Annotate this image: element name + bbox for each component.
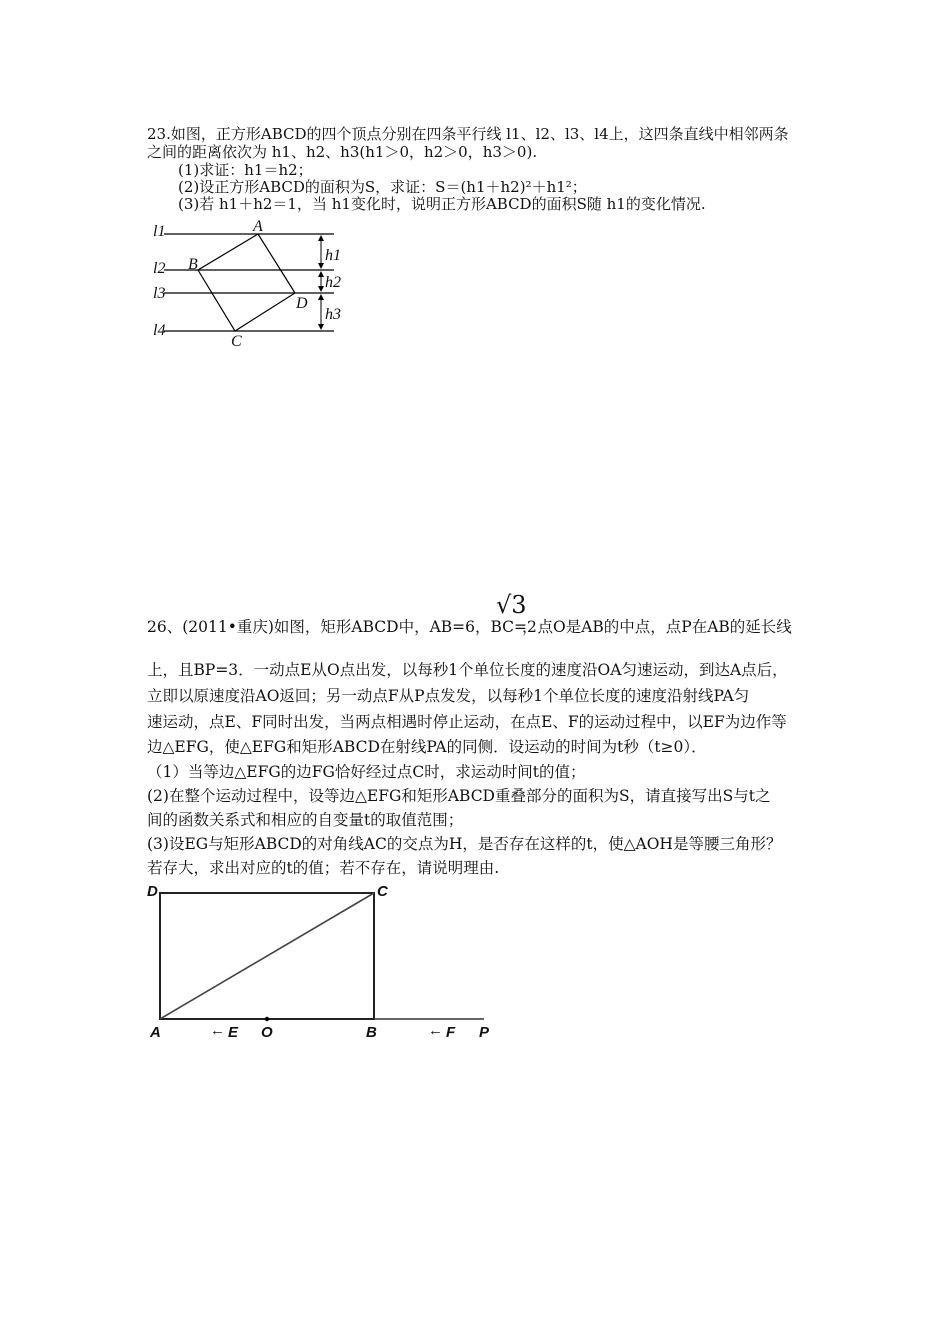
- sqrt-three: √3: [496, 591, 527, 619]
- p23-question-1: (1)求证：h1＝h2；: [178, 161, 313, 179]
- label-l1: l1: [153, 223, 166, 240]
- vertex-c: C: [231, 333, 242, 350]
- p26-question-3a: (3)设EG与矩形ABCD的对角线AC的交点为H，是否存在这样的t，使△AOH是等腰三角形？: [147, 835, 782, 853]
- arrow-e: ←: [210, 1022, 225, 1039]
- vertex-a: A: [253, 218, 263, 235]
- p23-line1: 23.如图，正方形ABCD的四个顶点分别在四条平行线 l1、l2、l3、l4上，这四条直线中相邻两条: [147, 125, 789, 143]
- arrow-h1-bottom: [318, 263, 324, 269]
- label-h3: h3: [325, 306, 341, 323]
- p26-question-2b: 间的函数关系式和相应的自变量t的取值范围；: [147, 811, 464, 829]
- arrow-h2-bottom: [318, 286, 324, 292]
- label-o: O: [261, 1024, 273, 1041]
- arrow-f: ←: [428, 1022, 443, 1039]
- point-o: [265, 1017, 269, 1021]
- label-l2: l2: [153, 260, 166, 277]
- label-a: A: [150, 1024, 161, 1041]
- label-d: D: [147, 883, 158, 900]
- p23-question-2: (2)设正方形ABCD的面积为S，求证：S＝(h1＋h2)²＋h1²；: [178, 178, 587, 196]
- vertex-b: B: [188, 256, 198, 273]
- label-c: C: [377, 883, 388, 900]
- label-b: B: [366, 1024, 377, 1041]
- arrow-h3-top: [318, 294, 324, 300]
- p26-line1-pre: 26、(2011•重庆)如图，矩形ABCD中，AB=6，BC=2: [147, 618, 537, 636]
- p26-line4: 速运动，点E、F同时出发，当两点相遇时停止运动，在点E、F的运动过程中，以EF为边作等: [147, 713, 787, 731]
- label-f: F: [446, 1024, 456, 1041]
- p26-question-1: （1）当等边△EFG的边FG恰好经过点C时，求运动时间t的值；: [147, 763, 586, 781]
- arrow-h1-top: [318, 235, 324, 241]
- p26-line1-post: ，点O是AB的中点，点P在AB的延长线: [522, 618, 792, 636]
- p23-line2: 之间的距离依次为 h1、h2、h3(h1＞0，h2＞0，h3＞0).: [147, 143, 538, 161]
- label-p: P: [479, 1024, 490, 1041]
- arrow-h2-top: [318, 271, 324, 277]
- label-h2: h2: [325, 274, 341, 291]
- p23-question-3: (3)若 h1＋h2＝1，当 h1变化时，说明正方形ABCD的面积S随 h1的变化情况.: [178, 195, 706, 213]
- label-e: E: [228, 1024, 239, 1041]
- label-l3: l3: [153, 285, 166, 302]
- p26-question-2a: (2)在整个运动过程中，设等边△EFG和矩形ABCD重叠部分的面积为S，请直接写出S与t之: [147, 787, 771, 805]
- arrow-h3-bottom: [318, 324, 324, 330]
- vertex-d: D: [296, 295, 308, 312]
- label-h1: h1: [325, 247, 341, 264]
- p26-line5: 边△EFG，使△EFG和矩形ABCD在射线PA的同侧．设运动的时间为t秒（t≥0）．: [147, 738, 707, 756]
- diagonal-ac: [160, 893, 374, 1019]
- p26-line2: 上，且BP=3．一动点E从O点出发，以每秒1个单位长度的速度沿OA匀速运动，到达A点后，: [147, 661, 788, 679]
- p26-question-3b: 若存大，求出对应的t的值；若不存在，请说明理由.: [147, 859, 500, 877]
- square-abcd: [198, 234, 295, 331]
- p26-line3: 立即以原速度沿AO返回；另一动点F从P点发发，以每秒1个单位长度的速度沿射线PA匀: [147, 687, 750, 705]
- p26-figure: [140, 880, 500, 1040]
- label-l4: l4: [153, 322, 166, 339]
